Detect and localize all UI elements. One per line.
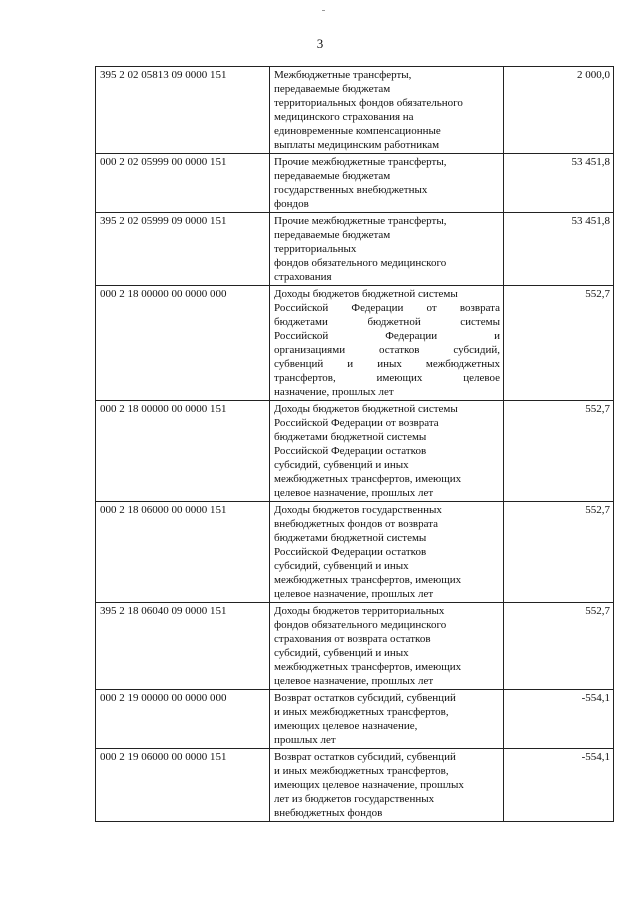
amount-cell: 53 451,8 <box>504 213 614 286</box>
income-name-line: Доходы бюджетов бюджетной системы <box>274 403 458 415</box>
income-name-line: Российской Федерации остатков <box>274 546 427 558</box>
table-row <box>96 213 614 286</box>
amount-cell: 552,7 <box>504 502 614 603</box>
income-name-line: бюджетами бюджетной системы <box>274 431 427 443</box>
income-name-line: субсидий, субвенций и иных <box>274 647 409 659</box>
income-name-line: межбюджетных трансфертов, имеющих <box>274 661 462 673</box>
income-name-line: территориальных <box>274 243 357 255</box>
table-row <box>96 603 614 690</box>
income-name-line: Российской Федерации от возврата <box>274 302 500 314</box>
table-row <box>96 502 614 603</box>
income-name-cell <box>270 502 504 603</box>
income-name-line: Прочие межбюджетные трансферты, <box>274 156 447 168</box>
budget-code-cell: 000 2 18 00000 00 0000 151 <box>96 401 270 502</box>
income-name-line: территориальных фондов обязательного <box>274 97 463 109</box>
income-name-line: фондов обязательного медицинского <box>274 619 447 631</box>
income-name-cell <box>270 401 504 502</box>
table-row <box>96 286 614 401</box>
income-name-line: имеющих целевое назначение, прошлых <box>274 779 464 791</box>
income-name-line: медицинского страхования на <box>274 111 414 123</box>
budget-code-cell: 000 2 02 05999 00 0000 151 <box>96 154 270 213</box>
income-name-cell <box>270 67 504 154</box>
income-name-line: назначение, прошлых лет <box>274 386 394 398</box>
budget-code-cell: 000 2 18 00000 00 0000 000 <box>96 286 270 401</box>
amount-cell: 552,7 <box>504 286 614 401</box>
income-name-line: целевое назначение, прошлых лет <box>274 588 434 600</box>
table-row <box>96 67 614 154</box>
income-name-line: Межбюджетные трансферты, <box>274 69 412 81</box>
income-name-line: фондов обязательного медицинского <box>274 257 447 269</box>
income-name-line: Доходы бюджетов бюджетной системы <box>274 288 458 300</box>
income-name-line: и иных межбюджетных трансфертов, <box>274 706 449 718</box>
page-number: 3 <box>316 36 324 51</box>
income-name-line: организациями остатков субсидий, <box>274 344 500 356</box>
income-name-line: и иных межбюджетных трансфертов, <box>274 765 449 777</box>
budget-code-cell: 000 2 19 00000 00 0000 000 <box>96 690 270 749</box>
income-name-line: передаваемые бюджетам <box>274 229 391 241</box>
income-name-cell <box>270 749 504 822</box>
income-name-line: Доходы бюджетов государственных <box>274 504 442 516</box>
budget-code-cell: 395 2 02 05999 09 0000 151 <box>96 213 270 286</box>
income-name-line: имеющих целевое назначение, <box>274 720 418 732</box>
table-row <box>96 690 614 749</box>
income-name-line: субвенций и иных межбюджетных <box>274 358 500 370</box>
amount-cell: 552,7 <box>504 603 614 690</box>
income-name-line: внебюджетных фондов <box>274 807 383 819</box>
amount-cell: -554,1 <box>504 690 614 749</box>
income-name-line: субсидий, субвенций и иных <box>274 560 409 572</box>
income-name-line: передаваемые бюджетам <box>274 83 391 95</box>
table-row <box>96 401 614 502</box>
income-name-line: трансфертов, имеющих целевое <box>274 372 500 384</box>
income-name-line: Российской Федерации остатков <box>274 445 427 457</box>
income-name-line: Возврат остатков субсидий, субвенций <box>274 692 456 704</box>
income-name-line: Возврат остатков субсидий, субвенций <box>274 751 456 763</box>
income-name-cell <box>270 213 504 286</box>
income-name-line: лет из бюджетов государственных <box>274 793 435 805</box>
income-name-line: Российской Федерации и <box>274 330 500 342</box>
amount-cell: 552,7 <box>504 401 614 502</box>
table-row <box>96 154 614 213</box>
income-name-line: целевое назначение, прошлых лет <box>274 675 434 687</box>
table-body <box>96 67 614 822</box>
income-name-line: прошлых лет <box>274 734 336 746</box>
scan-mark <box>322 10 325 11</box>
income-name-line: внебюджетных фондов от возврата <box>274 518 439 530</box>
income-name-line: Прочие межбюджетные трансферты, <box>274 215 447 227</box>
income-name-cell <box>270 154 504 213</box>
income-name-line: фондов <box>274 198 309 210</box>
income-name-line: бюджетами бюджетной системы <box>274 316 500 328</box>
budget-code-cell: 395 2 02 05813 09 0000 151 <box>96 67 270 154</box>
income-name-line: единовременные компенсационные <box>274 125 441 137</box>
income-name-line: бюджетами бюджетной системы <box>274 532 427 544</box>
income-name-line: целевое назначение, прошлых лет <box>274 487 434 499</box>
income-name-cell <box>270 286 504 401</box>
budget-code-cell: 000 2 18 06000 00 0000 151 <box>96 502 270 603</box>
amount-cell: 2 000,0 <box>504 67 614 154</box>
amount-cell: 53 451,8 <box>504 154 614 213</box>
budget-revenue-table <box>95 66 614 822</box>
income-name-cell <box>270 690 504 749</box>
income-name-line: страхования <box>274 271 332 283</box>
income-name-line: межбюджетных трансфертов, имеющих <box>274 473 462 485</box>
budget-code-cell: 000 2 19 06000 00 0000 151 <box>96 749 270 822</box>
income-name-line: страхования от возврата остатков <box>274 633 431 645</box>
income-name-line: государственных внебюджетных <box>274 184 428 196</box>
income-name-line: субсидий, субвенций и иных <box>274 459 409 471</box>
income-name-line: Российской Федерации от возврата <box>274 417 439 429</box>
income-name-line: передаваемые бюджетам <box>274 170 391 182</box>
income-name-line: межбюджетных трансфертов, имеющих <box>274 574 462 586</box>
income-name-cell <box>270 603 504 690</box>
budget-code-cell: 395 2 18 06040 09 0000 151 <box>96 603 270 690</box>
amount-cell: -554,1 <box>504 749 614 822</box>
table-row <box>96 749 614 822</box>
income-name-line: выплаты медицинским работникам <box>274 139 440 151</box>
income-name-line: Доходы бюджетов территориальных <box>274 605 445 617</box>
